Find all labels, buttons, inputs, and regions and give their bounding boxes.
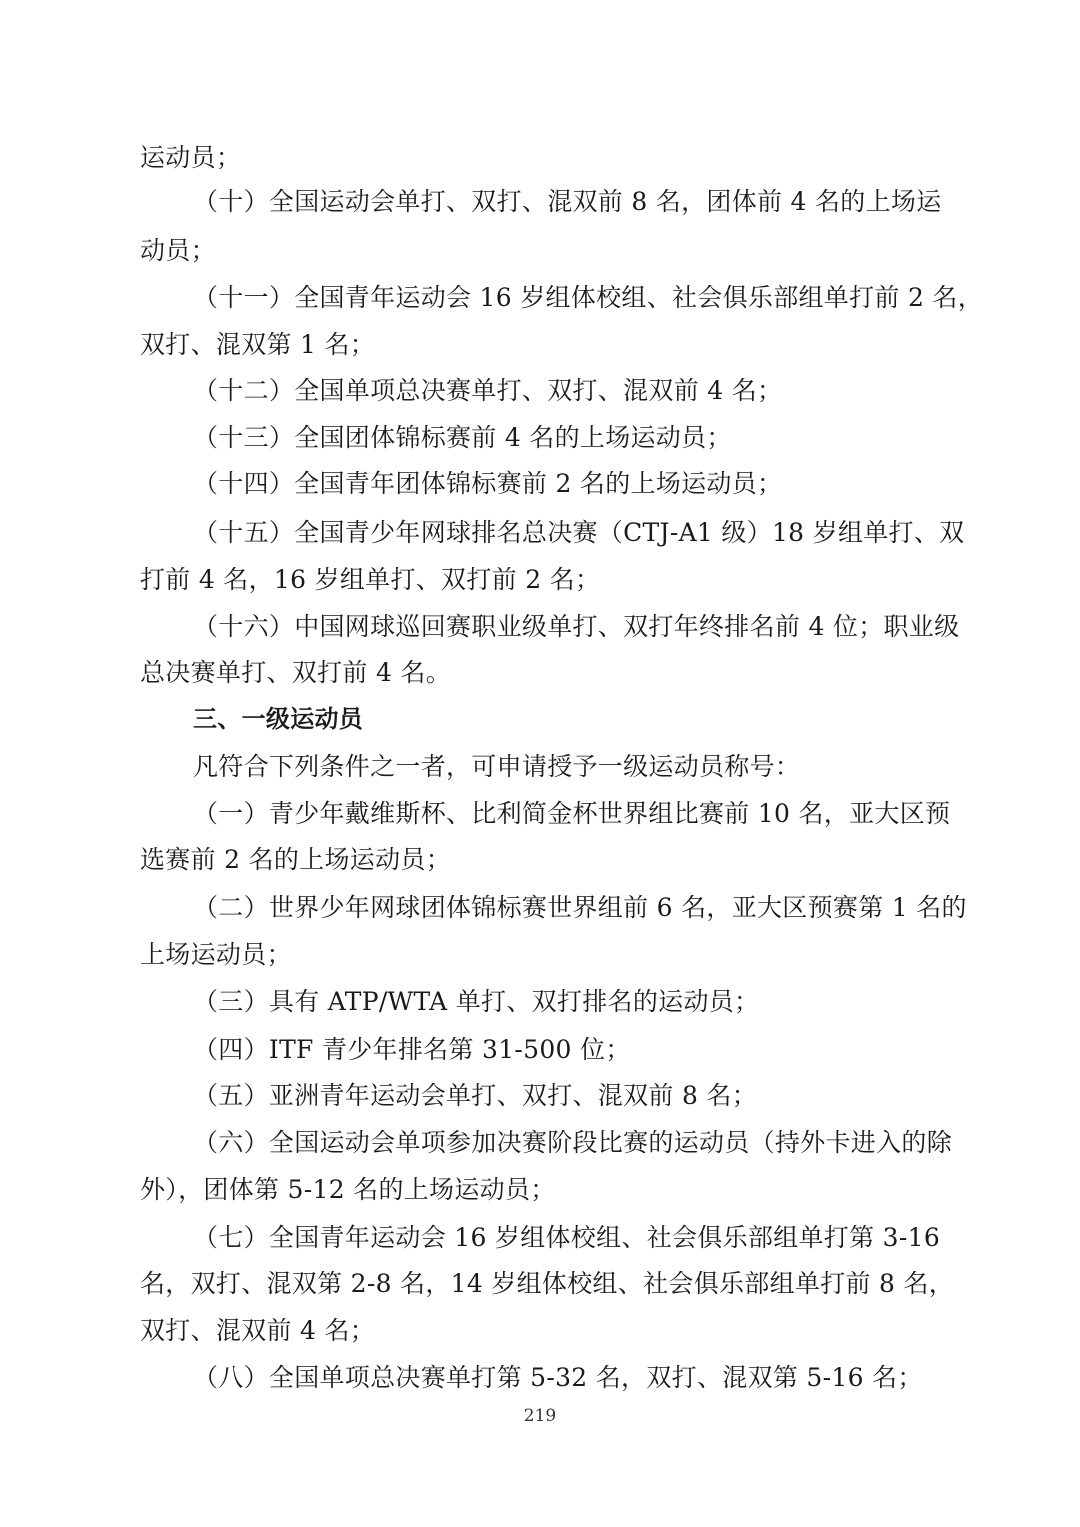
list-item-4: （四）ITF 青少年排名第 31-500 位； [193, 1035, 631, 1064]
text-line: 总决赛单打、双打前 4 名。 [140, 658, 452, 687]
list-item-15: （十五）全国青少年网球排名总决赛（CTJ-A1 级）18 岁组单打、双 [193, 518, 965, 547]
list-item-6: （六）全国运动会单项参加决赛阶段比赛的运动员（持外卡进入的除 [193, 1128, 953, 1157]
list-item-12: （十二）全国单项总决赛单打、双打、混双前 4 名； [193, 376, 783, 405]
list-item-13: （十三）全国团体锦标赛前 4 名的上场运动员； [193, 423, 732, 452]
list-item-8: （八）全国单项总决赛单打第 5-32 名，双打、混双第 5-16 名； [193, 1363, 923, 1392]
list-item-5: （五）亚洲青年运动会单打、双打、混双前 8 名； [193, 1081, 758, 1110]
text-line: 上场运动员； [140, 940, 292, 969]
text-line: 名，双打、混双第 2-8 名，14 岁组体校组、社会俱乐部组单打前 8 名， [140, 1269, 955, 1298]
list-item-3: （三）具有 ATP/WTA 单打、双打排名的运动员； [193, 987, 760, 1016]
list-item-7: （七）全国青年运动会 16 岁组体校组、社会俱乐部组单打第 3-16 [193, 1223, 941, 1252]
list-item-14: （十四）全国青年团体锦标赛前 2 名的上场运动员； [193, 469, 783, 498]
list-item-10: （十）全国运动会单打、双打、混双前 8 名，团体前 4 名的上场运 [193, 187, 942, 216]
text-line: 运动员； [140, 143, 242, 172]
section-intro: 凡符合下列条件之一者，可申请授予一级运动员称号： [193, 752, 801, 781]
text-line: 外），团体第 5-12 名的上场运动员； [140, 1175, 556, 1204]
page-number: 219 [523, 1406, 557, 1426]
list-item-2: （二）世界少年网球团体锦标赛世界组前 6 名，亚大区预赛第 1 名的 [193, 893, 967, 922]
text-line: 双打、混双前 4 名； [140, 1316, 376, 1345]
list-item-16: （十六）中国网球巡回赛职业级单打、双打年终排名前 4 位；职业级 [193, 612, 960, 641]
text-line: 双打、混双第 1 名； [140, 330, 376, 359]
list-item-1: （一）青少年戴维斯杯、比利简金杯世界组比赛前 10 名，亚大区预 [193, 799, 951, 828]
text-line: 打前 4 名，16 岁组单打、双打前 2 名； [140, 565, 601, 594]
list-item-11: （十一）全国青年运动会 16 岁组体校组、社会俱乐部组单打前 2 名， [193, 283, 984, 312]
section-heading: 三、一级运动员 [193, 705, 364, 733]
text-line: 选赛前 2 名的上场运动员； [140, 845, 452, 874]
text-line: 动员； [140, 236, 216, 265]
